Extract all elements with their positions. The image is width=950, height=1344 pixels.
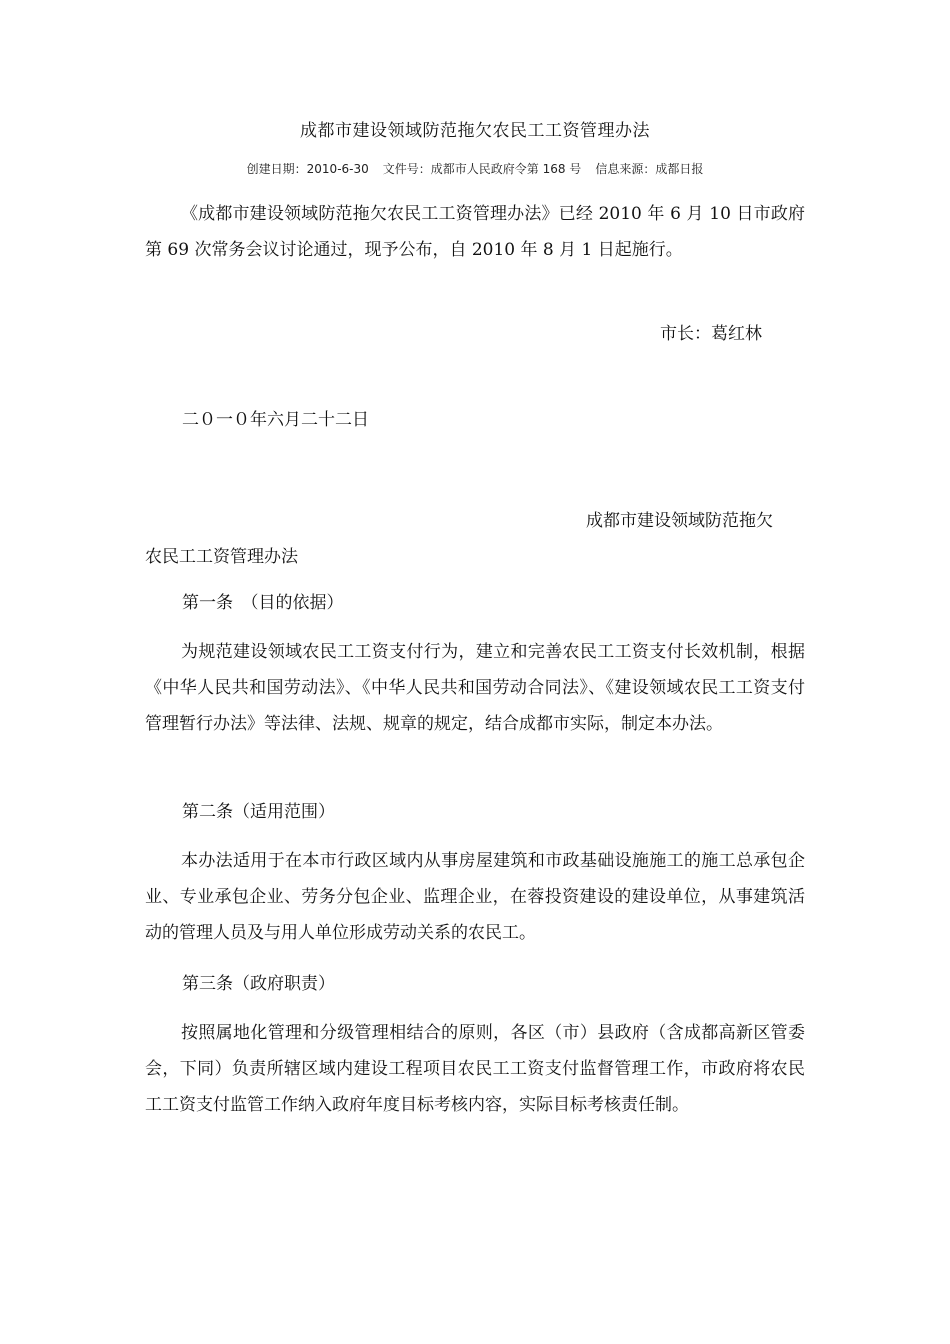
document-title: 成都市建设领域防范拖欠农民工工资管理办法 — [300, 121, 650, 141]
subtitle-line-2: 农民工工资管理办法 — [145, 547, 298, 567]
file-number: 文件号：成都市人民政府令第 168 号 — [382, 162, 582, 176]
info-source: 信息来源：成都日报 — [595, 162, 704, 176]
document-meta — [0, 160, 950, 177]
article-3-body: 按照属地化管理和分级管理相结合的原则，各区（市）县政府（含成都高新区管委会，下同）负责所辖区域内建设工程项目农民工工资支付监督管理工作，市政府将农民工工资支付监管工作纳入政府年度目标考核内容，实际目标考核责任制。 — [145, 1023, 805, 1115]
article-2-body: 本办法适用于在本市行政区域内从事房屋建筑和市政基础设施施工的施工总承包企业、专业承包企业、劳务分包企业、监理企业，在蓉投资建设的建设单位，从事建筑活动的管理人员及与用人单位形成劳动关系的农民工。 — [145, 851, 805, 943]
article-3-heading: 第三条（政府职责） — [182, 974, 335, 994]
created-date: 创建日期：2010-6-30 — [246, 162, 369, 176]
issue-date: 二０一０年六月二十二日 — [182, 410, 369, 430]
subtitle-line-1: 成都市建设领域防范拖欠 — [586, 511, 773, 531]
article-1-body: 为规范建设领域农民工工资支付行为，建立和完善农民工工资支付长效机制，根据《中华人民共和国劳动法》、《中华人民共和国劳动合同法》、《建设领域农民工工资支付管理暂行办法》等法律、法规、规章的规定，结合成都市实际，制定本办法。 — [145, 642, 805, 734]
article-2-heading: 第二条（适用范围） — [182, 802, 335, 822]
article-1-heading: 第一条 （目的依据） — [182, 593, 344, 613]
intro-paragraph: 《成都市建设领域防范拖欠农民工工资管理办法》已经 2010 年 6 月 10 日市政府第 69 次常务会议讨论通过，现予公布，自 2010 年 8 月 1 日起施行。 — [145, 204, 805, 260]
signature: 市长：葛红林 — [660, 324, 762, 344]
